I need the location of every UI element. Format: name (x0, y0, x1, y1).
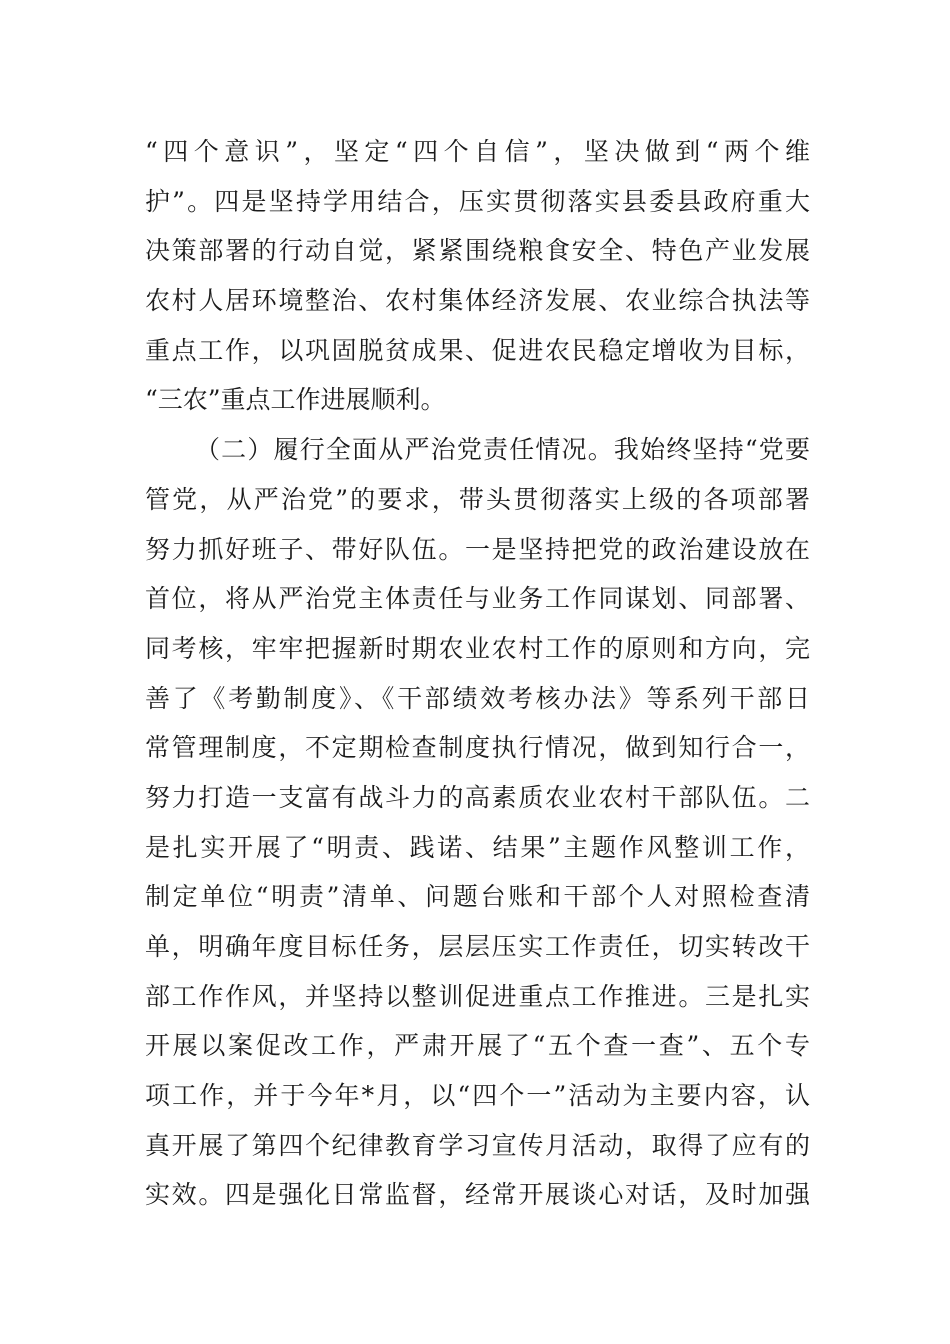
text-line: 开展以案促改工作，严肃开展了“五个查一查”、五个专 (145, 1031, 810, 1061)
text-line: 是扎实开展了“明责、践诺、结果”主题作风整训工作， (145, 832, 810, 862)
text-line: 制定单位“明责”清单、问题台账和干部个人对照检查清 (145, 882, 810, 912)
text-line: 实效。四是强化日常监督，经常开展谈心对话，及时加强 (145, 1180, 810, 1210)
document-body (145, 127, 810, 1220)
text-line: “三农”重点工作进展顺利。 (145, 385, 446, 415)
paragraph-first-line: （二）履行全面从严治党责任情况。我始终坚持“党要 (195, 435, 810, 465)
text-line: 护”。四是坚持学用结合，压实贯彻落实县委县政府重大 (145, 186, 810, 216)
text-line: 农村人居环境整治、农村集体经济发展、农业综合执法等 (145, 286, 810, 316)
text-line: 重点工作，以巩固脱贫成果、促进农民稳定增收为目标， (145, 335, 810, 365)
text-line: 真开展了第四个纪律教育学习宣传月活动，取得了应有的 (145, 1130, 810, 1160)
text-line: 单，明确年度目标任务，层层压实工作责任，切实转改干 (145, 932, 810, 961)
text-line: 项工作，并于今年*月，以“四个一”活动为主要内容，认 (145, 1081, 810, 1111)
text-line: 努力抓好班子、带好队伍。一是坚持把党的政治建设放在 (145, 534, 810, 564)
text-line: 决策部署的行动自觉，紧紧围绕粮食安全、特色产业发展 (145, 236, 810, 266)
text-line: 管党，从严治党”的要求，带头贯彻落实上级的各项部署 (145, 484, 810, 514)
text-line: 常管理制度，不定期检查制度执行情况，做到知行合一， (145, 733, 810, 763)
text-line: “四个意识”，坚定“四个自信”，坚决做到“两个维 (145, 137, 810, 166)
text-line: 努力打造一支富有战斗力的高素质农业农村干部队伍。二 (145, 782, 810, 812)
text-line: 同考核，牢牢把握新时期农业农村工作的原则和方向，完 (145, 633, 810, 663)
text-line: 善了《考勤制度》、《干部绩效考核办法》等系列干部日 (145, 683, 810, 713)
text-line: 部工作作风，并坚持以整训促进重点工作推进。三是扎实 (145, 981, 810, 1011)
text-line: 首位，将从严治党主体责任与业务工作同谋划、同部署、 (145, 584, 810, 614)
